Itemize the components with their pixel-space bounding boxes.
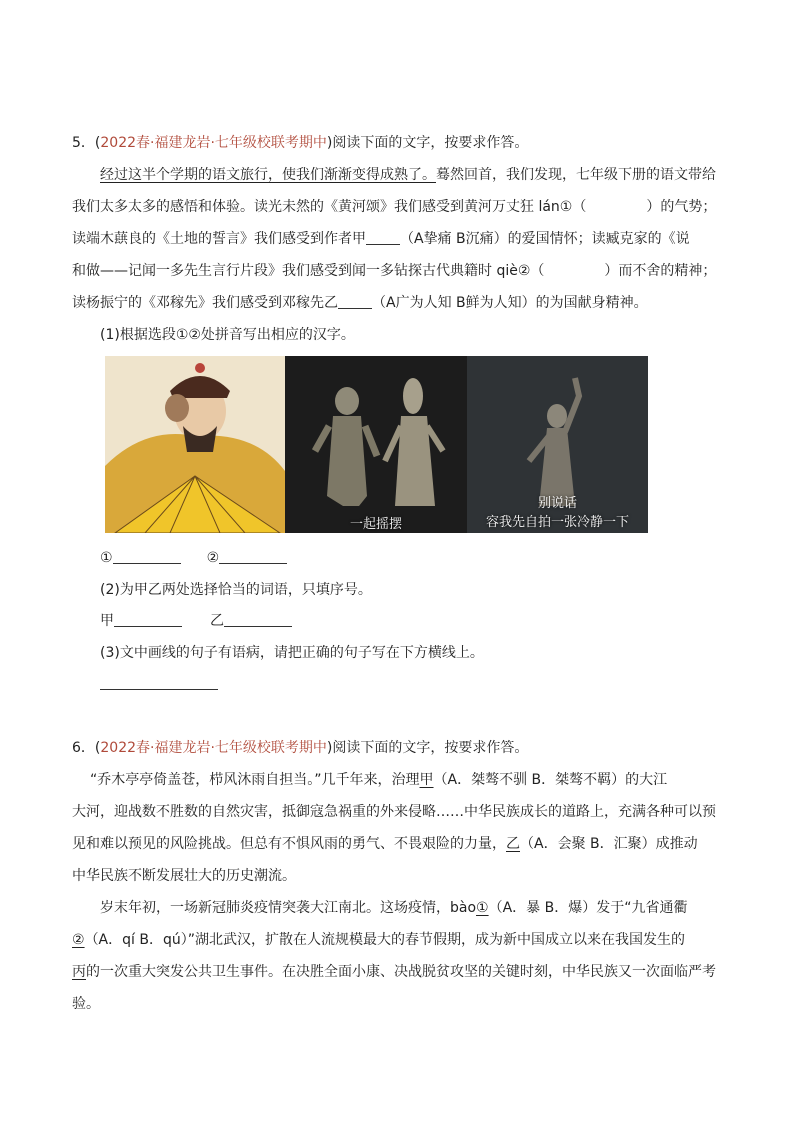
- q6-blank-jia[interactable]: 甲: [419, 772, 434, 788]
- answer-label-1: ①: [100, 550, 113, 566]
- q5-header: [72, 133, 732, 153]
- q5-sub-question-3: (3)文中画线的句子有语病，请把正确的句子写在下方横线上。: [100, 645, 484, 661]
- q6-blank-bing[interactable]: 丙: [72, 964, 86, 980]
- q5-sub-question-1: (1)根据选段①②处拼音写出相应的汉字。: [100, 327, 355, 343]
- q6-para-line-5: [100, 898, 732, 918]
- blank-jia[interactable]: [366, 230, 400, 245]
- q6-text: （A．会聚 B．汇聚）成推动: [520, 836, 698, 852]
- q5-para-line-4: [72, 261, 732, 281]
- q5-text: 读端木蕻良的《土地的誓言》我们感受到作者甲: [72, 231, 366, 247]
- selfie-figurine-image: [467, 356, 648, 533]
- answer-label-2: ②: [206, 550, 220, 566]
- q5-text: ）的气势；: [646, 199, 717, 215]
- answer-blank-sentence[interactable]: [100, 675, 218, 690]
- q6-text: （A．暴 B．爆）发于“九省通衢: [488, 900, 688, 916]
- blank-yi[interactable]: [338, 294, 372, 309]
- q5-answer-line-3: [100, 674, 732, 694]
- q6-blank-yi[interactable]: 乙: [506, 836, 520, 852]
- q6-text: “乔木亭亭倚盖苍，栉风沐雨自担当。”几千年来，治理: [90, 772, 420, 788]
- q6-blank-2[interactable]: ②: [72, 932, 85, 948]
- caption-selfie-calm: 容我先自拍一张冷静一下: [485, 515, 629, 530]
- q6-text: （A．桀骜不驯 B．桀骜不羁）的大江: [433, 772, 668, 788]
- q5-para-line-5: [72, 293, 732, 313]
- emperor-fan-illustration: [105, 356, 285, 533]
- q5-para-line-3: [72, 229, 732, 249]
- q5-text: 读杨振宁的《邓稼先》我们感受到邓稼先乙: [72, 295, 338, 311]
- q5-answer-line-1: [100, 548, 732, 568]
- q6-header: [72, 738, 732, 758]
- emperor-fan-image: [105, 356, 285, 533]
- q6-text: 的一次重大突发公共卫生事件。在决胜全面小康、决战脱贫攻坚的关键时刻，中华民族又一次面临严考: [86, 964, 716, 980]
- q6-text: 岁末年初，一场新冠肺炎疫情突袭大江南北。这场疫情，bào: [100, 900, 477, 916]
- q5-text: 和做——记闻一多先生言行片段》我们感受到闻一多钻探古代典籍时 qiè②（: [72, 263, 545, 279]
- q5-para-line-1: [100, 165, 732, 185]
- q6-para-line-1: [90, 770, 722, 790]
- caption-together-swing: 一起摇摆: [349, 517, 402, 532]
- q6-para-line-6: [72, 930, 732, 950]
- q5-text: （A广为人知 B鲜为人知）的为国献身精神。: [372, 295, 648, 311]
- q6-para-line-8: 验。: [72, 996, 100, 1012]
- q5-text: （A挚痛 B沉痛）的爱国情怀；读臧克家的《说: [400, 231, 690, 247]
- answer-blank-yi[interactable]: [224, 612, 292, 627]
- q6-blank-1[interactable]: ①: [476, 900, 489, 916]
- q5-text: ）而不舍的精神；: [604, 263, 717, 279]
- answer-blank-jia[interactable]: [114, 612, 182, 627]
- q6-text: （A．qí B．qú）”湖北武汉，扩散在人流规模最大的春节假期，成为新中国成立以来在我国发生的: [84, 932, 685, 948]
- q5-text: 蓦然回首，我们发现，七年级下册的语文带给: [436, 167, 716, 183]
- q5-source: 2022春·福建龙岩·七年级校联考期中: [100, 135, 327, 151]
- figurines-illustration: [285, 356, 467, 533]
- q6-para-line-4: 中华民族不断发展壮大的历史潮流。: [72, 868, 296, 884]
- answer-blank-2[interactable]: [219, 549, 287, 564]
- q5-answer-line-2: [100, 611, 732, 631]
- q5-text: 我们太多太多的感悟和体验。读光未然的《黄河颂》我们感受到黄河万丈狂 lán①（: [72, 199, 587, 215]
- q6-instruction: 阅读下面的文字，按要求作答。: [332, 740, 529, 756]
- q6-source: 2022春·福建龙岩·七年级校联考期中: [100, 740, 327, 756]
- figurines-image: [285, 356, 467, 533]
- q6-paren-close: ): [326, 740, 333, 756]
- q6-text: 见和难以预见的风险挑战。但总有不惧风雨的勇气、不畏艰险的力量，: [72, 836, 506, 852]
- q6-para-line-7: [72, 962, 732, 982]
- q5-sub-question-2: (2)为甲乙两处选择恰当的词语，只填序号。: [100, 582, 372, 598]
- answer-label-yi: 乙: [210, 613, 224, 629]
- q6-para-line-2: 大河，迎战数不胜数的自然灾害，抵御寇急祸重的外来侵略……中华民族成长的道路上，充满各种可以预: [72, 804, 716, 820]
- caption-dont-talk: 别说话: [537, 496, 577, 511]
- q5-paren-close: ): [326, 135, 333, 151]
- q6-para-line-3: [72, 834, 732, 854]
- q5-number: 5．(: [72, 135, 101, 151]
- q6-number: 6．(: [72, 740, 101, 756]
- q5-instruction: 阅读下面的文字，按要求作答。: [332, 135, 529, 151]
- answer-blank-1[interactable]: [113, 549, 181, 564]
- q5-para-line-2: [72, 197, 732, 217]
- q5-underlined-sentence: 经过这半个学期的语文旅行，使我们渐渐变得成熟了。: [100, 167, 436, 183]
- answer-label-jia: 甲: [100, 613, 114, 629]
